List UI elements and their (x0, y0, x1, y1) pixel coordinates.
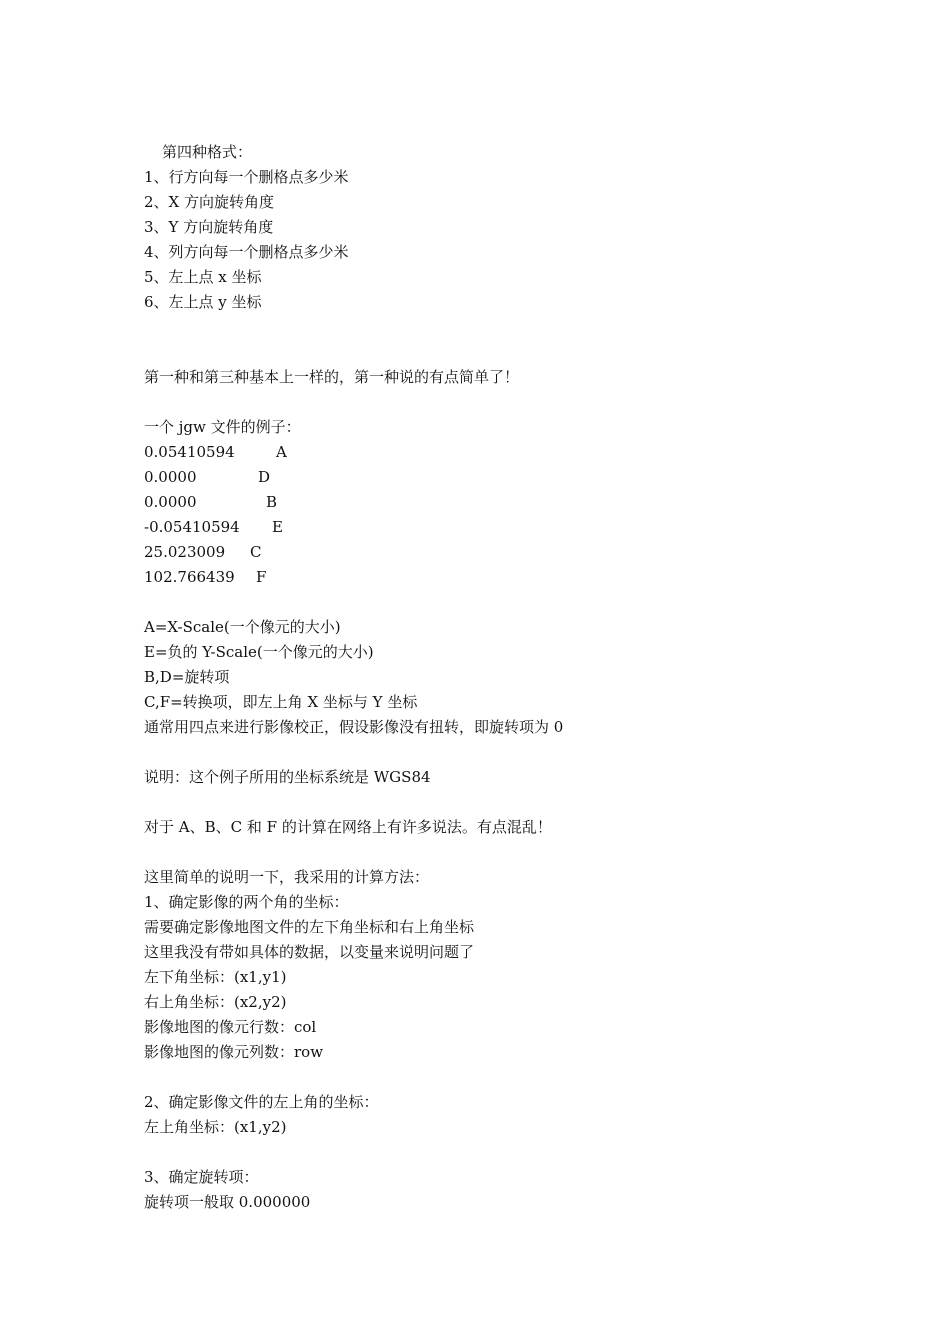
format4-item-2: 2、X 方向旋转角度 (144, 193, 274, 211)
definition-line: 通常用四点来进行影像校正，假设影像没有扭转，即旋转项为 0 (144, 718, 564, 736)
example-row (144, 565, 844, 590)
comparison-paragraph: 第一种和第三种基本上一样的，第一种说的有点简单了！ (144, 368, 520, 386)
definition-line: E=负的 Y-Scale(一个像元的大小) (144, 643, 374, 661)
spacer (144, 1065, 844, 1090)
method-step3-heading: 3、确定旋转项： (144, 1168, 259, 1186)
definition-line: B,D=旋转项 (144, 668, 230, 686)
example-label: B (266, 493, 278, 511)
example-title: 一个 jgw 文件的例子： (144, 418, 301, 436)
method-step2-line: 左上角坐标：(x1,y2) (144, 1118, 287, 1136)
spacer (144, 590, 844, 615)
example-value: 102.766439 (144, 568, 235, 586)
method-intro: 这里简单的说明一下，我采用的计算方法： (144, 868, 430, 886)
example-label: D (258, 468, 271, 486)
document-body (144, 140, 844, 1215)
example-value: 0.0000 (144, 468, 197, 486)
definition-line: A=X-Scale(一个像元的大小) (144, 618, 341, 636)
method-step1-line: 需要确定影像地图文件的左下角坐标和右上角坐标 (144, 918, 475, 936)
definition-line: C,F=转换项，即左上角 X 坐标与 Y 坐标 (144, 693, 418, 711)
spacer (144, 790, 844, 815)
example-row (144, 440, 844, 465)
spacer (144, 840, 844, 865)
method-step1-line: 这里我没有带如具体的数据，以变量来说明问题了 (144, 943, 475, 961)
method-step1-line: 影像地图的像元列数：row (144, 1043, 324, 1061)
example-label: E (272, 518, 283, 536)
format4-item-6: 6、左上点 y 坐标 (144, 293, 262, 311)
example-value: 0.05410594 (144, 443, 235, 461)
format4-title: 第四种格式： (162, 143, 253, 161)
format4-item-3: 3、Y 方向旋转角度 (144, 218, 274, 236)
example-value: 0.0000 (144, 493, 197, 511)
example-row (144, 465, 844, 490)
note-paragraph: 说明：这个例子所用的坐标系统是 WGS84 (144, 768, 431, 786)
format4-item-4: 4、列方向每一个删格点多少米 (144, 243, 349, 261)
spacer (144, 315, 844, 365)
example-row (144, 490, 844, 515)
example-label: F (256, 568, 267, 586)
example-row (144, 540, 844, 565)
method-step3-line: 旋转项一般取 0.000000 (144, 1193, 311, 1211)
method-step2-heading: 2、确定影像文件的左上角的坐标： (144, 1093, 379, 1111)
method-step1-line: 左下角坐标：(x1,y1) (144, 968, 287, 986)
spacer (144, 740, 844, 765)
confusion-paragraph: 对于 A、B、C 和 F 的计算在网络上有许多说法。有点混乱！ (144, 818, 552, 836)
example-row (144, 515, 844, 540)
spacer (144, 390, 844, 415)
example-label: A (276, 443, 287, 461)
method-step1-line: 右上角坐标：(x2,y2) (144, 993, 287, 1011)
spacer (144, 1140, 844, 1165)
format4-item-1: 1、行方向每一个删格点多少米 (144, 168, 349, 186)
method-step1-heading: 1、确定影像的两个角的坐标： (144, 893, 349, 911)
format4-item-5: 5、左上点 x 坐标 (144, 268, 262, 286)
method-step1-line: 影像地图的像元行数：col (144, 1018, 317, 1036)
example-value: 25.023009 (144, 543, 226, 561)
example-value: -0.05410594 (144, 518, 240, 536)
example-label: C (250, 543, 262, 561)
